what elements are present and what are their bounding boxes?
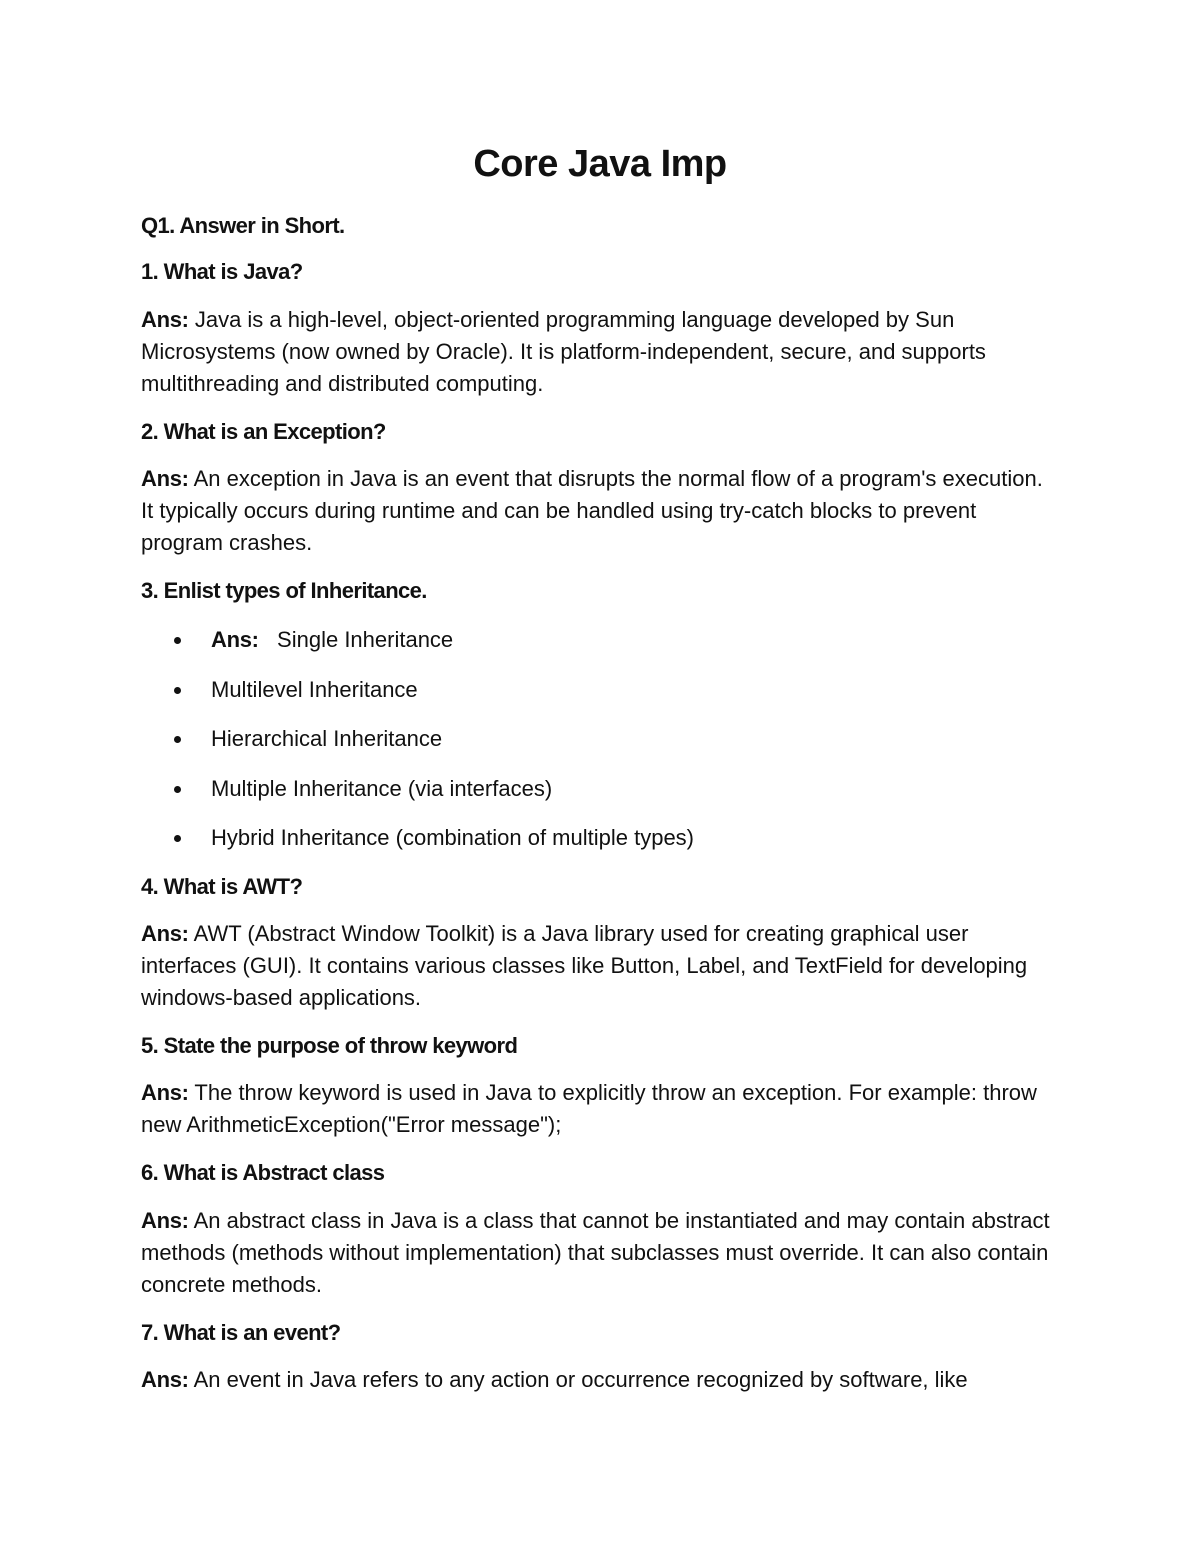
- answer-text: An exception in Java is an event that disrupts the normal flow of a program's execution. It typically occurs during runtime and can be handled using try-catch blocks to prevent program crashes.: [141, 466, 1043, 555]
- section-heading: Q1. Answer in Short.: [141, 213, 345, 238]
- answer-text: The throw keyword is used in Java to explicitly throw an exception. For example: throw new ArithmeticException("Error message");: [141, 1080, 1037, 1137]
- question-5-answer: [141, 1077, 1061, 1141]
- question-4-heading: 4. What is AWT?: [141, 874, 303, 899]
- question-4-answer: [141, 918, 1061, 1014]
- answer-text: An abstract class in Java is a class that cannot be instantiated and may contain abstract methods (methods without implementation) that subclasses must override. It can also contain concrete methods.: [141, 1208, 1050, 1297]
- list-item-text: Hybrid Inheritance (combination of multiple types): [211, 825, 695, 850]
- answer-label: Ans:: [141, 1208, 189, 1233]
- bullet-dot: [174, 835, 181, 842]
- answer-label: Ans:: [211, 627, 259, 652]
- list-item-text: Single Inheritance: [277, 627, 454, 652]
- list-item-text: Hierarchical Inheritance: [211, 726, 443, 751]
- answer-text: An event in Java refers to any action or occurrence recognized by software, like: [193, 1367, 968, 1392]
- question-2-answer: [141, 463, 1061, 559]
- question-5-heading: 5. State the purpose of throw keyword: [141, 1033, 518, 1058]
- question-7-heading: 7. What is an event?: [141, 1320, 341, 1345]
- answer-label: Ans:: [141, 307, 189, 332]
- answer-label: Ans:: [141, 1367, 189, 1392]
- question-3-heading: 3. Enlist types of Inheritance.: [141, 578, 427, 603]
- answer-label: Ans:: [141, 921, 189, 946]
- answer-label: Ans:: [141, 466, 189, 491]
- question-7-answer: [141, 1364, 1061, 1396]
- bullet-dot: [174, 637, 181, 644]
- question-1-answer: [141, 304, 1061, 400]
- bullet-dot: [174, 786, 181, 793]
- answer-text: AWT (Abstract Window Toolkit) is a Java library used for creating graphical user interfaces (GUI). It contains various classes like Button, Label, and TextField for developing windows-based applications.: [141, 921, 1028, 1010]
- page-title: Core Java Imp: [473, 143, 727, 185]
- question-6-answer: [141, 1205, 1061, 1301]
- question-6-heading: 6. What is Abstract class: [141, 1160, 385, 1185]
- bullet-dot: [174, 736, 181, 743]
- list-item-text: Multilevel Inheritance: [211, 677, 418, 702]
- answer-label: Ans:: [141, 1080, 189, 1105]
- question-2-heading: 2. What is an Exception?: [141, 419, 386, 444]
- answer-text: Java is a high-level, object-oriented programming language developed by Sun Microsystems (now owned by Oracle). It is platform-independent, secure, and supports multithreading and distributed computing.: [141, 307, 986, 396]
- list-item-text: Multiple Inheritance (via interfaces): [211, 776, 553, 801]
- question-1-heading: 1. What is Java?: [141, 259, 303, 284]
- bullet-dot: [174, 687, 181, 694]
